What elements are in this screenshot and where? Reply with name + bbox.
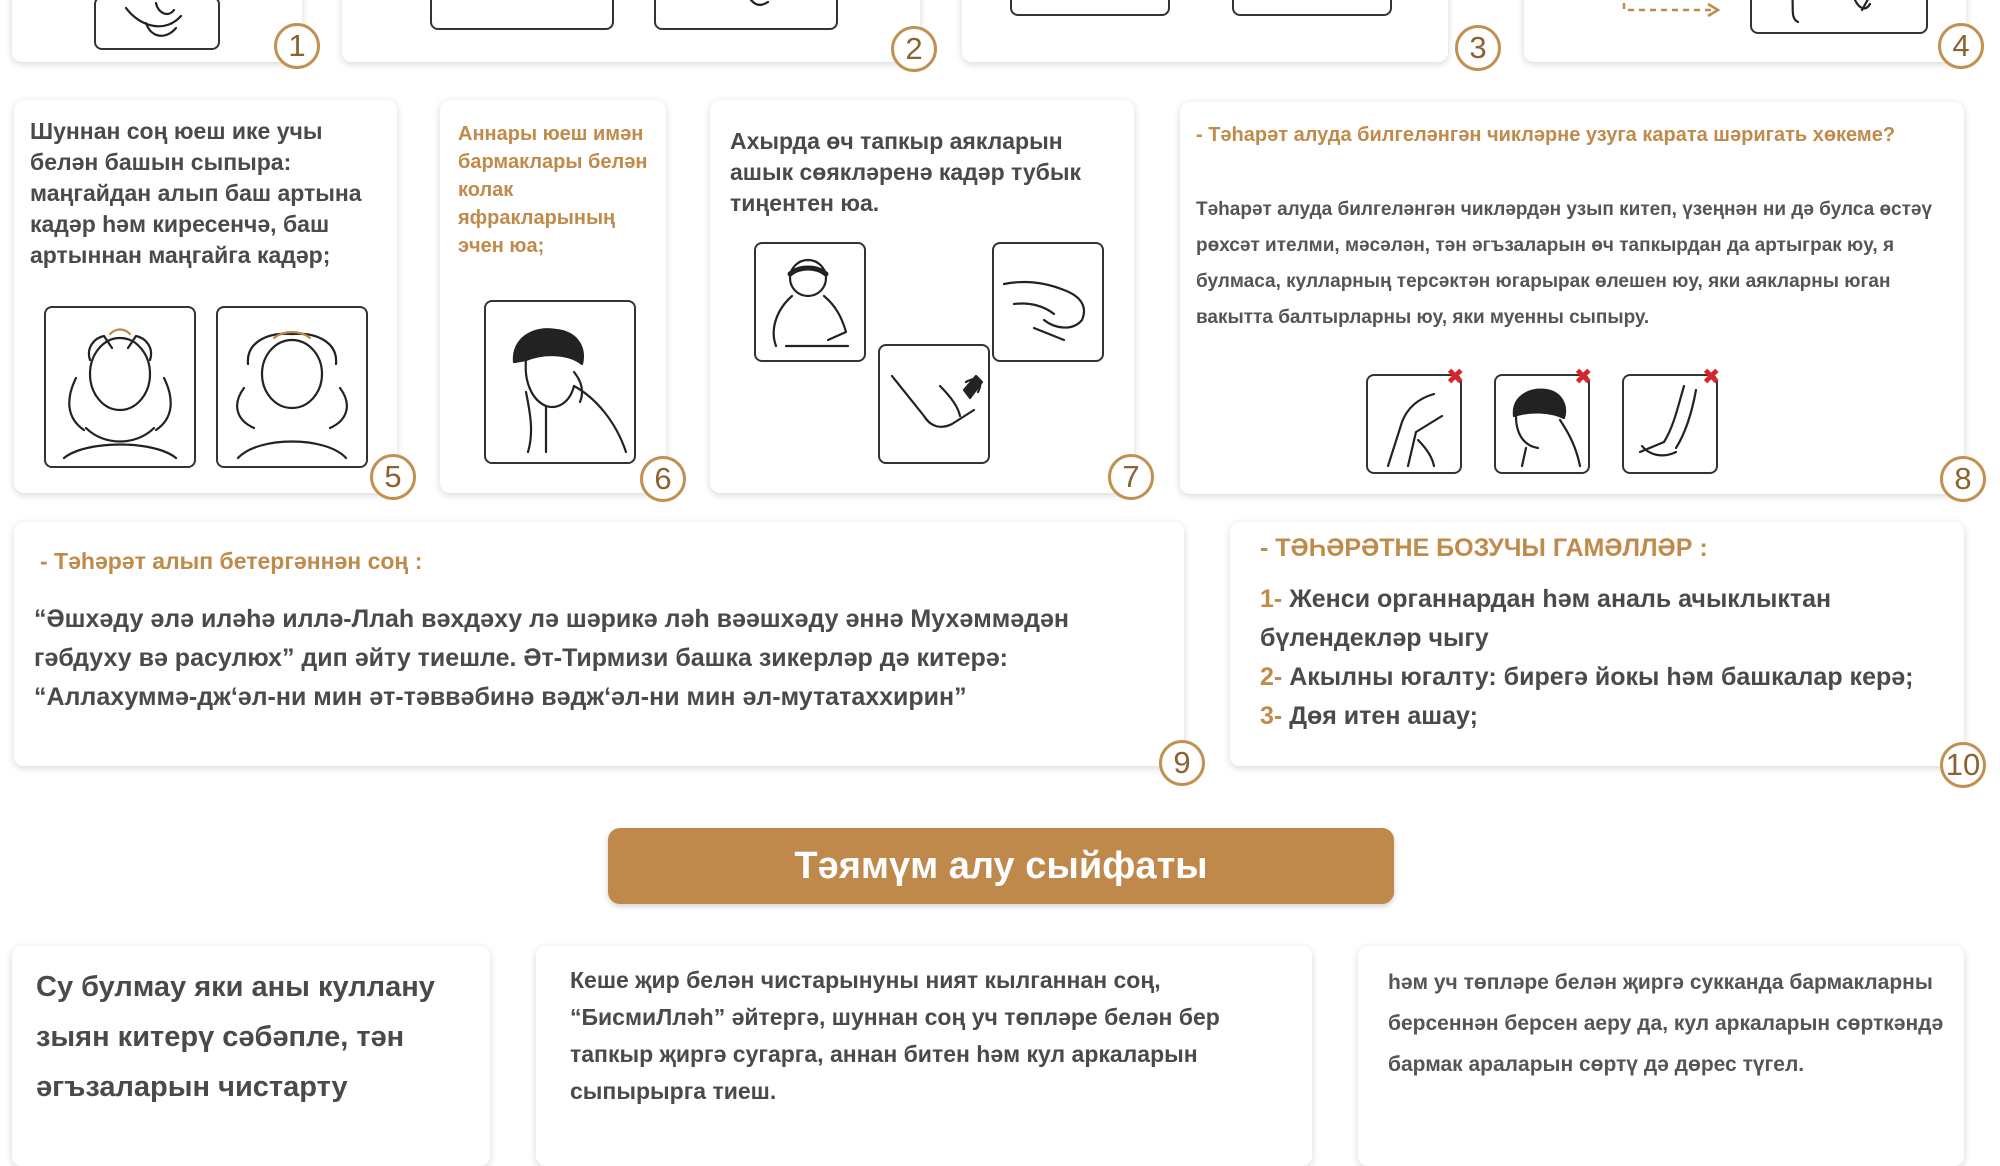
- head-wiping-icon: [46, 308, 194, 466]
- step-card-8: [1180, 102, 1964, 494]
- step-card-4: [1524, 0, 1966, 62]
- step-badge-2: 2: [891, 26, 937, 72]
- step-8-body: Тәһарәт алуда билгеләнгән чикләрдән узып китеп, үзеңнән ни дә булса өстәү рөхсәт ителми, мәсәлән, тән әгъзаларын өч тапкырдан да артыграк юу, я булмаса, кулларның терсәктән югарырак өлешен юу, яки аякларны юган вакытта балтырларны юу, яки муенны сыпыру.: [1196, 199, 1933, 328]
- foot-washing-illustration-2: [878, 344, 990, 464]
- list-item: [1260, 580, 1960, 658]
- step-badge-5: 5: [370, 454, 416, 500]
- head-wiping-illustration-front: [44, 306, 196, 468]
- step-card-6: [440, 100, 666, 493]
- prohibited-x-icon: ✖: [1446, 364, 1465, 389]
- step-9-body: “Әшхәду әлә иләһә иллә-Ллаһ вәхдәху лә шәрикә ләһ вәәшхәду әннә Мухәммәдән гәбдуху вә расулюх” дип әйту тиешле. Әт-Тирмизи башка зикерләр дә китерә: “Аллахуммә-дж‘әл-ни мин әт-тәввәбинә вәдж‘әл-ни мин әл-мутатаххирин”: [34, 605, 1070, 711]
- hand-washing-illustration: [94, 0, 220, 50]
- step-9-heading: - Тәһәрәт алып бетергәннән соң :: [40, 548, 423, 574]
- step-2-illustration-b: [654, 0, 838, 30]
- step-7-text: Ахырда өч тапкыр аякларын ашык сөякләренә кадәр тубык тиңентен юа.: [730, 128, 1081, 216]
- step-card-9: [14, 522, 1184, 766]
- arm-over-elbow-icon: [1368, 376, 1460, 472]
- foot-washing-icon-2: [880, 346, 988, 462]
- step-badge-7: 7: [1108, 454, 1154, 500]
- step-3-illustration-a: [1010, 0, 1170, 16]
- tayammum-text-2: Кеше җир белән чистарынуны ният кылганнан соң, “БисмиЛләһ” әйтергә, шуннан соң уч төпләре белән бер тапкыр җиргә сугарга, аннан битен һәм кул аркаларын сыпырырга тиеш.: [570, 967, 1220, 1104]
- section-title-banner: Тәямүм алу сыйфаты: [608, 828, 1394, 904]
- hand-washing-icon: [96, 0, 218, 48]
- step-8-heading: - Тәһарәт алуда билгеләнгән чикләрне узуга карата шәригать хөкеме?: [1196, 124, 1896, 146]
- step-badge-6: 6: [640, 456, 686, 502]
- ear-wiping-icon: [486, 302, 634, 462]
- leg-over-ankle-icon: [1624, 376, 1716, 472]
- step-badge-9: 9: [1159, 740, 1205, 786]
- tayammum-card-2: [536, 946, 1312, 1166]
- prohibited-x-icon-3: ✖: [1702, 364, 1721, 389]
- foot-washing-illustration-1: [754, 242, 866, 362]
- tayammum-text-1: Су булмау яки аны куллану зыян китерү сәбәпле, тән әгъзаларын чистарту: [36, 971, 435, 1103]
- foot-washing-illustration-3: [992, 242, 1104, 362]
- list-item-text: Акылны югалту: бирегә йокы һәм башкалар керә;: [1289, 663, 1914, 691]
- foot-washing-icon-3: [994, 244, 1102, 360]
- step-card-1: [12, 0, 302, 62]
- step-2-illustration-a: [430, 0, 614, 30]
- head-wiping-back-icon: [218, 308, 366, 466]
- dashed-arrow-icon: [1620, 0, 1726, 20]
- ear-wiping-illustration: [484, 300, 636, 464]
- list-item: [1260, 697, 1960, 736]
- head-wiping-illustration-back: [216, 306, 368, 468]
- step-3-illustration-b: [1232, 0, 1392, 16]
- step-card-5: [14, 100, 397, 493]
- foot-washing-icon: [756, 244, 864, 360]
- step-6-text: Аннары юеш имән бармаклары белән колак яфракларының эчен юа;: [458, 123, 648, 257]
- neck-wiping-icon: [1496, 376, 1588, 472]
- hand-icon: [656, 0, 836, 28]
- step-badge-1: 1: [274, 23, 320, 69]
- list-item: [1260, 658, 1960, 697]
- step-card-2: [342, 0, 920, 62]
- list-item-number: 3-: [1260, 702, 1283, 730]
- list-item-number: 1-: [1260, 585, 1283, 613]
- foot-illustration: [1750, 0, 1928, 34]
- prohibited-x-icon-2: ✖: [1574, 364, 1593, 389]
- step-badge-10: 10: [1940, 742, 1986, 788]
- step-5-text: Шуннан соң юеш ике учы белән башын сыпыра: маңгайдан алып баш артына кадәр һәм киресенчә, баш артыннан маңгайга кадәр;: [30, 118, 362, 268]
- tayammum-card-1: [12, 946, 490, 1166]
- step-badge-3: 3: [1455, 25, 1501, 71]
- step-badge-8: 8: [1940, 456, 1986, 502]
- step-card-7: [710, 100, 1134, 493]
- tayammum-text-3: һәм уч төпләре белән җиргә сукканда бармакларны берсеннән берсен аеру да, кул аркаларын сөрткәндә бармак араларын сөртү дә дөрес түгел.: [1388, 971, 1944, 1076]
- step-10-heading: - ТӘҺӘРӘТНЕ БОЗУЧЫ ГАМӘЛЛӘР :: [1260, 534, 1708, 562]
- foot-washing-icon: [1752, 0, 1926, 32]
- step-card-3: [962, 0, 1448, 62]
- list-item-number: 2-: [1260, 663, 1283, 691]
- step-badge-4: 4: [1938, 23, 1984, 69]
- list-item-text: Женси органнардан һәм аналь ачыклыктан бүлендекләр чыгу: [1260, 585, 1832, 652]
- invalidators-list: [1260, 580, 1960, 736]
- tayammum-card-3: [1358, 946, 1964, 1166]
- list-item-text: Дөя итен ашау;: [1289, 702, 1478, 730]
- step-card-10: [1230, 522, 1964, 766]
